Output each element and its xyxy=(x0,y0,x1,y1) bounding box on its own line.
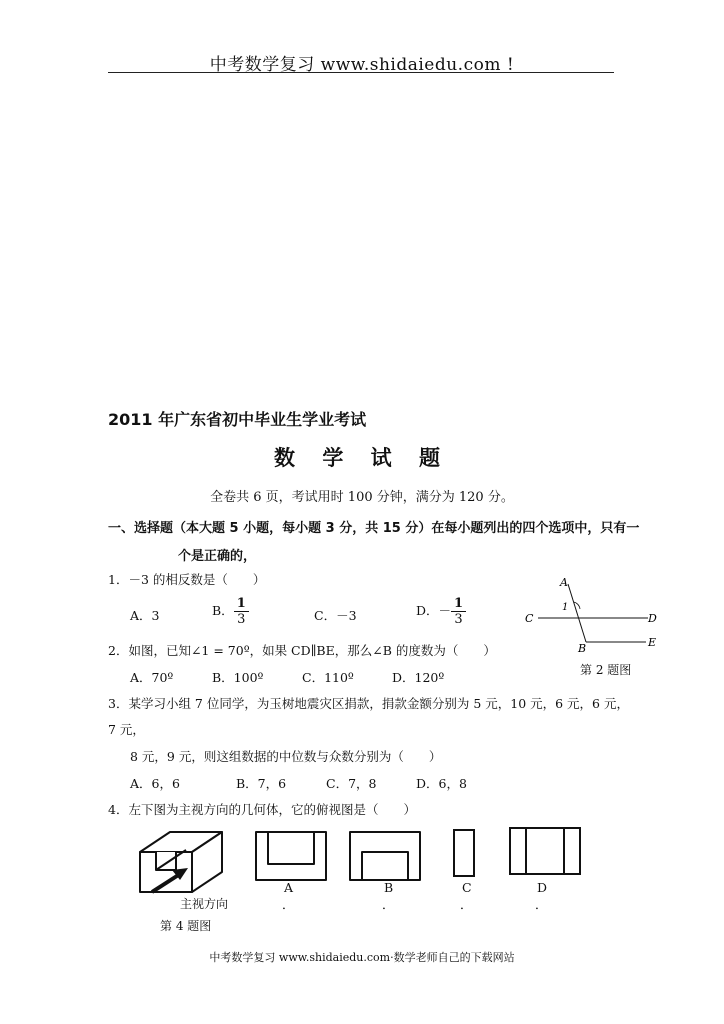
q3-line1: 3．某学习小组 7 位同学，为玉树地震灾区捐款，捐款金额分别为 5 元，10 元，6 元，6 元， xyxy=(108,696,629,711)
q4-stem: 4．左下图为主视方向的几何体，它的俯视图是（ ） xyxy=(108,802,416,817)
label-d: D xyxy=(648,612,657,625)
q1-option-a: A．3 xyxy=(130,608,160,623)
option-d-shape xyxy=(510,828,580,874)
q2-stem: 2．如图，已知∠1 = 70º，如果 CD∥BE，那么∠B 的度数为（ ） xyxy=(108,643,496,658)
q4-option-c-label: C xyxy=(462,880,472,895)
q4-option-b-dot: ． xyxy=(382,897,395,912)
label-a: A xyxy=(560,576,568,589)
q2-option-c: C．110º xyxy=(302,670,354,685)
q3-option-a: A．6，6 xyxy=(130,776,180,791)
option-d-outline xyxy=(510,828,580,874)
q3-option-d: D．6，8 xyxy=(416,776,467,791)
q1-d-denominator: 3 xyxy=(454,612,463,627)
q1-option-b xyxy=(212,596,249,627)
q2-figure-caption: 第 2 题图 xyxy=(580,663,632,677)
q3-line3: 8 元，9 元，则这组数据的中位数与众数分别为（ ） xyxy=(130,749,442,764)
q4-figure-caption: 第 4 题图 xyxy=(160,919,212,933)
q3-line2: 7 元， xyxy=(108,722,145,737)
q1-b-numerator: 1 xyxy=(234,596,249,612)
subject-title: 数 学 试 题 xyxy=(274,446,450,470)
q1-option-c: C．－3 xyxy=(314,608,357,623)
label-b: B xyxy=(578,642,587,652)
q2-option-a: A．70º xyxy=(130,670,174,685)
option-b-outline xyxy=(350,832,420,880)
q4-option-d-label: D xyxy=(537,880,548,895)
page-header: 中考数学复习 www.shidaiedu.com ! xyxy=(209,55,515,75)
q1-option-b-fraction xyxy=(234,596,249,627)
label-c: C xyxy=(525,612,534,625)
page-footer: 中考数学复习 www.shidaiedu.com·数学老师自己的下载网站 xyxy=(209,951,515,964)
q3-option-c: C．7，8 xyxy=(326,776,377,791)
option-c-shape xyxy=(454,830,474,876)
q1-b-denominator: 3 xyxy=(237,612,246,627)
option-b-shape xyxy=(350,832,420,880)
section-heading-cont: 个是正确的， xyxy=(178,549,257,564)
q1-option-d xyxy=(416,596,466,627)
exam-title: 2011 年广东省初中毕业生学业考试 xyxy=(108,410,367,429)
exam-note: 全卷共 6 页，考试用时 100 分钟，满分为 120 分。 xyxy=(210,490,514,505)
q1-d-numerator: 1 xyxy=(451,596,466,612)
q4-option-b-label: B xyxy=(384,880,394,895)
section-heading: 一、选择题（本大题 5 小题，每小题 3 分，共 15 分）在每小题列出的四个选项中，只有一 xyxy=(108,521,640,536)
option-b-notch xyxy=(362,852,408,880)
label-e: E xyxy=(648,636,657,649)
header-rule xyxy=(108,72,614,73)
u-shaped-solid xyxy=(140,832,222,892)
q4-option-d-dot: ． xyxy=(535,897,548,912)
q1-stem: 1．－3 的相反数是（ ） xyxy=(108,572,266,587)
option-a-shape xyxy=(256,832,326,880)
q4-direction-label: 主视方向 xyxy=(180,897,229,911)
q1-option-d-label: D．－ xyxy=(416,603,452,618)
label-angle-1: 1 xyxy=(562,602,569,613)
q1-option-d-fraction xyxy=(451,596,466,627)
q3-option-b: B．7，6 xyxy=(236,776,287,791)
q4-option-a-label: A xyxy=(284,880,294,895)
q1-option-b-label: B． xyxy=(212,603,234,618)
q2-option-b: B．100º xyxy=(212,670,264,685)
line-ab xyxy=(568,584,586,642)
q4-option-a-dot: ． xyxy=(282,897,295,912)
q2-figure xyxy=(520,572,660,652)
q2-option-d: D．120º xyxy=(392,670,445,685)
q4-option-c-dot: ． xyxy=(460,897,473,912)
